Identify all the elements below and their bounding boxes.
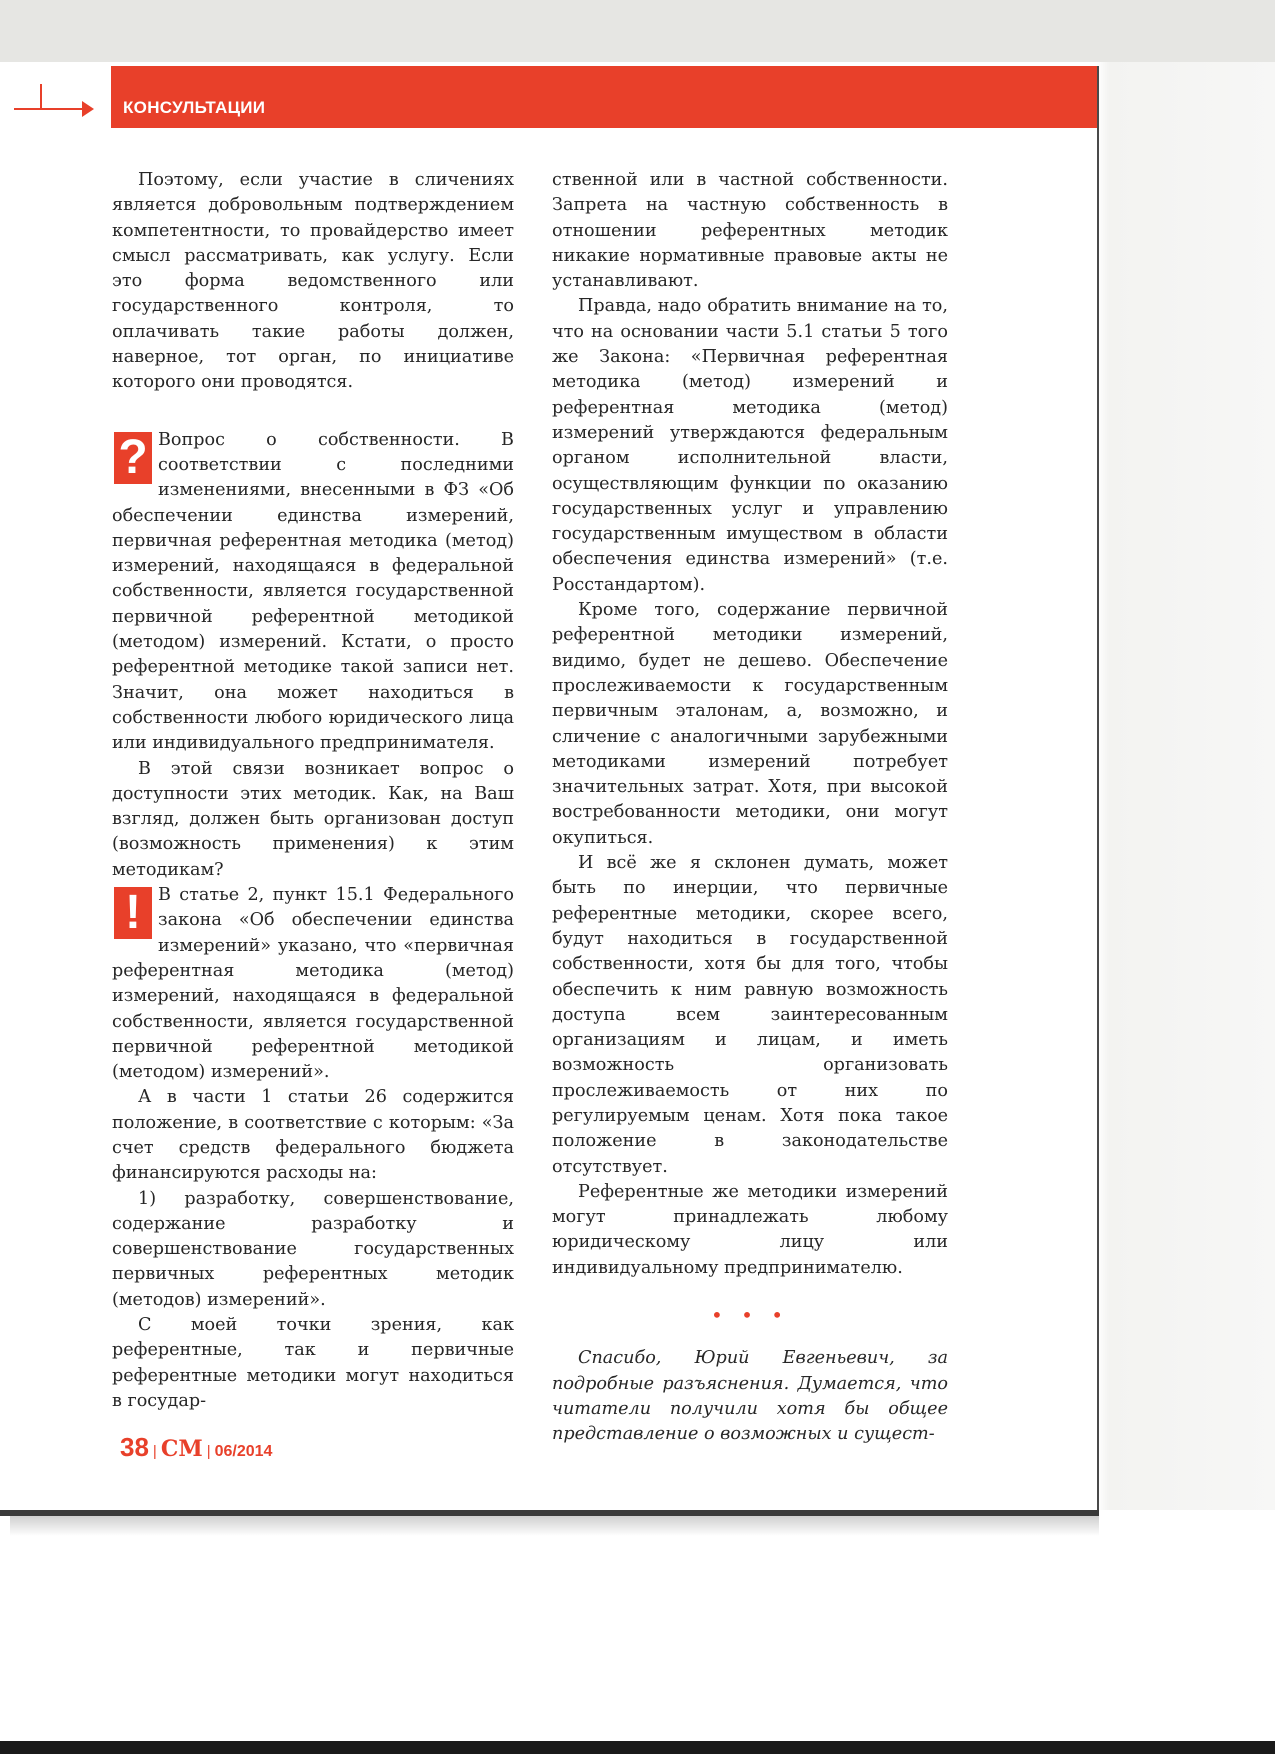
page-footer xyxy=(120,1432,272,1463)
question-text: Вопрос о собственности. В соответствии с последними изменениями, внесенными в ФЗ «Об обеспечении единства измерений, первичная референтная методика (метод) измерений, находящаяся в федеральной собственности, является государственной первичной референтной методикой (методом) измерений. Кстати, о просто референтной методике такой записи нет. Значит, она может находиться в собственности любого юридического лица или индивидуального предпринимателя. xyxy=(112,429,514,754)
section-divider-dots: • • • xyxy=(710,1303,790,1328)
page-shadow xyxy=(10,1516,1099,1536)
answer-block xyxy=(112,883,514,1085)
closing-remark: Спасибо, Юрий Евгеньевич, за подробные разъяснения. Думается, что читатели получили хотя бы общее представление о возможных и сущест- xyxy=(552,1348,948,1445)
magazine-logo: СМ xyxy=(160,1436,203,1462)
question-block xyxy=(112,428,514,757)
footer-separator: | xyxy=(206,1443,211,1460)
paragraph: И всё же я склонен думать, может быть по инерции, что первичные референтные методики, скорее всего, будут находиться в государственной собственности, хотя бы для того, чтобы обеспечить к ним равную возможность доступа всем заинтересованным организациям и лицам, и иметь возможность организовать прослеживаемость от них по регулируемым ценам. Хотя пока такое положение в законодательстве отсутствует. xyxy=(552,853,948,1177)
issue-number: 06/2014 xyxy=(214,1443,273,1460)
footer-separator: | xyxy=(152,1443,157,1460)
exclamation-mark-icon: ! xyxy=(114,887,152,939)
paragraph: Кроме того, содержание первичной референтной методики измерений, видимо, будет не дешево. Обеспечение прослеживаемости к государственным первичным эталонам, а, возможно, и сличение с аналогичными зарубежными методиками измерений потребует значительных затрат. Хотя, при высокой востребованности методики, они могут окупиться. xyxy=(552,600,948,848)
paragraph: С моей точки зрения, как референтные, так и первичные референтные методики могут находиться в государ- xyxy=(112,1315,514,1411)
paragraph: 1) разработку, совершенствование, содержание разработку и совершенствование государственных первичных референтных методик (методов) измерений». xyxy=(112,1188,514,1310)
header-arrow-line xyxy=(14,108,92,110)
paragraph: Референтные же методики измерений могут принадлежать любому юридическому лицу или индивидуальному предпринимателю. xyxy=(552,1181,948,1278)
paragraph: ственной или в частной собственности. Запрета на частную собственность в отношении референтных методик никакие нормативные правовые акты не устанавливают. xyxy=(552,170,948,292)
scan-border-bottom xyxy=(0,1741,1275,1754)
paragraph: Правда, надо обратить внимание на то, что на основании части 5.1 статьи 5 того же Закона: «Первичная референтная методика (метод) измерений и референтная методика (метод) измерений утверждаются федеральным органом исполнительной власти, осуществляющим функции по оказанию государственных услуг и управлению государственным имуществом в области обеспечения единства измерений» (т.е. Росстандартом). xyxy=(552,296,948,595)
answer-text: В статье 2, пункт 15.1 Федерального закона «Об обеспечении единства измерений» указано, что «первичная референтная методика (метод) измерений, находящаяся в федеральной собственности, является государственной первичной референтной методикой (методом) измерений». xyxy=(112,885,514,1083)
scan-background-top xyxy=(0,0,1275,62)
left-column xyxy=(112,168,514,1414)
section-title: КОНСУЛЬТАЦИИ xyxy=(123,98,266,117)
header-arrow-tick xyxy=(40,84,42,109)
paragraph: В этой связи возникает вопрос о доступности этих методик. Как, на Ваш взгляд, должен быть организован доступ (возможность применения) к этим методикам? xyxy=(112,758,514,880)
arrow-right-icon xyxy=(82,101,94,117)
paragraph: Поэтому, если участие в сличениях является добровольным подтверждением компетентности, то провайдерство имеет смысл рассматривать, как услугу. Если это форма ведомственного или государственного контроля, то оплачивать такие работы должен, наверное, тот орган, по инициативе которого они проводятся. xyxy=(112,170,514,393)
scan-background-right xyxy=(1097,62,1275,1510)
section-header-bar xyxy=(111,66,1097,128)
page-edge xyxy=(1097,66,1099,1510)
page-number: 38 xyxy=(120,1432,149,1462)
paragraph: А в части 1 статьи 26 содержится положение, в соответствие с которым: «За счет средств федерального бюджета финансируются расходы на: xyxy=(112,1087,514,1184)
right-column xyxy=(552,168,948,1448)
question-mark-icon: ? xyxy=(114,432,152,484)
